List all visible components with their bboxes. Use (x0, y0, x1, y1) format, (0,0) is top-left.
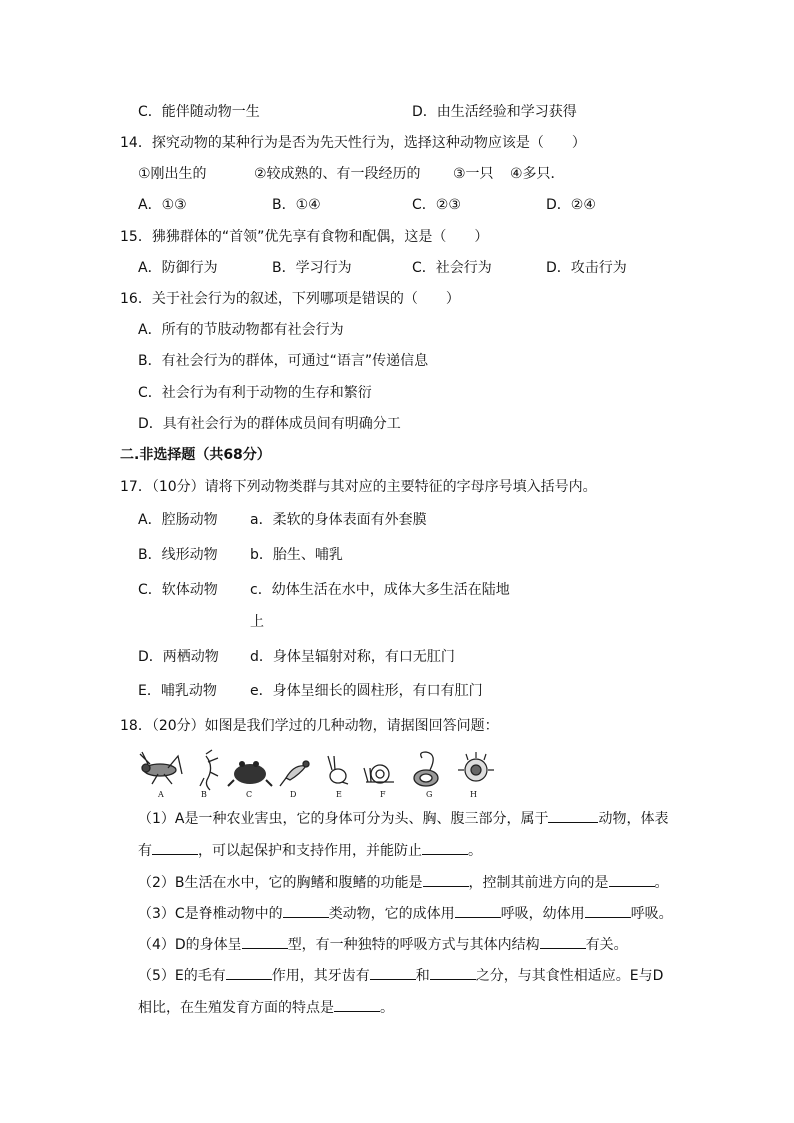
q18-p1-text-b: 动物，体表 (598, 811, 669, 827)
q17-right-e: e．身体呈细长的圆柱形，有口有肛门 (250, 683, 483, 699)
rabbit-image (328, 756, 348, 784)
frog-image (228, 761, 272, 786)
q16-option-b: B．有社会行为的群体，可通过“语言”传递信息 (138, 353, 429, 369)
q18-p5-text-b: 作用，其牙齿有 (271, 968, 370, 984)
snail-image (364, 765, 394, 783)
q18-part-2 (138, 872, 669, 893)
q18-p5-text-c: 和 (415, 968, 430, 984)
q15-option-a: A．防御行为 (138, 260, 218, 276)
fish-image (200, 750, 218, 790)
q18-part-5-line-2 (138, 997, 394, 1018)
q14-option-b: B．①④ (272, 197, 321, 213)
q16-option-d: D．具有社会行为的群体成员间有明确分工 (138, 416, 401, 432)
answer-blank[interactable] (152, 840, 198, 855)
q17-right-a: a．柔软的身体表面有外套膜 (250, 512, 427, 528)
q14-stem: 14．探究动物的某种行为是否为先天性行为，选择这种动物应该是（ ） (120, 135, 586, 151)
answer-blank[interactable] (226, 965, 272, 980)
q17-right-c: c．幼体生活在水中，成体大多生活在陆地 (250, 582, 510, 598)
answer-blank[interactable] (334, 997, 380, 1012)
q17-stem: 17．（10分）请将下列动物类群与其对应的主要特征的字母序号填入括号内。 (120, 479, 597, 495)
figure-label-f: F (380, 790, 386, 799)
figure-label-h: H (470, 790, 477, 799)
q18-p5-text-f: 。 (380, 1000, 394, 1016)
q14-option-c: C．②③ (412, 197, 461, 213)
answer-blank[interactable] (242, 934, 288, 949)
q18-p4-text-c: 有关。 (585, 937, 628, 953)
figure-label-e: E (336, 790, 342, 799)
answer-blank[interactable] (540, 934, 586, 949)
q18-p2-text-b: ，控制其前进方向的是 (468, 875, 609, 891)
q18-p1-text-d: ，可以起保护和支持作用，并能防止 (198, 843, 422, 859)
q18-p3-text-d: 呼吸。 (630, 906, 673, 922)
animal-figure (138, 748, 508, 798)
figure-label-d: D (290, 790, 297, 799)
q15-option-c: C．社会行为 (412, 260, 492, 276)
q17-left-e: E．哺乳动物 (138, 683, 217, 699)
q18-p4-text-a: （4）D的身体呈 (138, 937, 242, 953)
q14-item-4: ④多只． (510, 166, 565, 182)
q18-p3-text-c: 呼吸，幼体用 (500, 906, 585, 922)
grasshopper-image (140, 752, 182, 784)
q18-p1-text-e: 。 (468, 843, 482, 859)
figure-label-c: C (246, 790, 253, 799)
section-heading: 二.非选择题（共68分） (120, 447, 271, 463)
answer-blank[interactable] (430, 965, 476, 980)
q17-right-c-wrap: 上 (250, 614, 264, 630)
q17-right-d: d．身体呈辐射对称，有口无肛门 (250, 649, 455, 665)
q18-p4-text-b: 型，有一种独特的呼吸方式与其体内结构 (287, 937, 540, 953)
answer-blank[interactable] (283, 903, 329, 918)
answer-blank[interactable] (370, 965, 416, 980)
answer-blank[interactable] (423, 872, 469, 887)
q18-part-5-line-1 (138, 965, 663, 986)
bird-image (280, 761, 309, 786)
q13-option-c: C．能伴随动物一生 (138, 104, 260, 120)
q18-p2-text-c: 。 (654, 875, 669, 891)
q17-left-a: A．腔肠动物 (138, 512, 218, 528)
q16-stem: 16．关于社会行为的叙述，下列哪项是错误的（ ） (120, 291, 460, 307)
q18-part-1-line-1 (138, 808, 668, 829)
answer-blank[interactable] (548, 808, 598, 823)
q15-option-d: D．攻击行为 (546, 260, 627, 276)
q16-option-c: C．社会行为有利于动物的生存和繁衍 (138, 385, 372, 401)
answer-blank[interactable] (455, 903, 501, 918)
figure-label-g: G (426, 790, 433, 799)
q17-left-b: B．线形动物 (138, 547, 218, 563)
q14-item-3: ③一只 (453, 166, 494, 182)
q18-p5-text-a: （5）E的毛有 (138, 968, 226, 984)
q17-left-d: D．两栖动物 (138, 649, 219, 665)
q18-p1-text-c: 有 (138, 843, 152, 859)
q17-left-c: C．软体动物 (138, 582, 218, 598)
q15-stem: 15．狒狒群体的“首领”优先享有食物和配偶，这是（ ） (120, 229, 489, 245)
q14-option-a: A．①③ (138, 197, 187, 213)
coral-image (458, 752, 494, 781)
q18-p3-text-a: （3）C是脊椎动物中的 (138, 906, 283, 922)
q13-option-d: D．由生活经验和学习获得 (412, 104, 577, 120)
q18-stem: 18．（20分）如图是我们学过的几种动物，请据图回答问题： (120, 718, 499, 734)
q18-part-4 (138, 934, 628, 955)
q18-p1-text-a: （1）A是一种农业害虫，它的身体可分为头、胸、腹三部分，属于 (138, 811, 549, 827)
q16-option-a: A．所有的节肢动物都有社会行为 (138, 322, 344, 338)
q14-option-d: D．②④ (546, 197, 596, 213)
snake-image (414, 752, 438, 786)
q18-p5-text-d: 之分，与其食性相适应。E与D (475, 968, 664, 984)
answer-blank[interactable] (422, 840, 468, 855)
q15-option-b: B．学习行为 (272, 260, 352, 276)
q14-item-1: ①刚出生的 (138, 166, 207, 182)
q17-right-b: b．胎生、哺乳 (250, 547, 343, 563)
q18-p5-text-e: 相比，在生殖发育方面的特点是 (138, 1000, 334, 1016)
q18-p3-text-b: 类动物，它的成体用 (328, 906, 455, 922)
q14-item-2: ②较成熟的、有一段经历的 (254, 166, 421, 182)
figure-label-b: B (201, 790, 207, 799)
answer-blank[interactable] (609, 872, 655, 887)
q18-part-3 (138, 903, 673, 924)
q18-part-1-line-2 (138, 840, 482, 861)
answer-blank[interactable] (585, 903, 631, 918)
figure-label-a: A (158, 790, 164, 799)
q18-p2-text-a: （2）B生活在水中，它的胸鳍和腹鳍的功能是 (138, 875, 423, 891)
